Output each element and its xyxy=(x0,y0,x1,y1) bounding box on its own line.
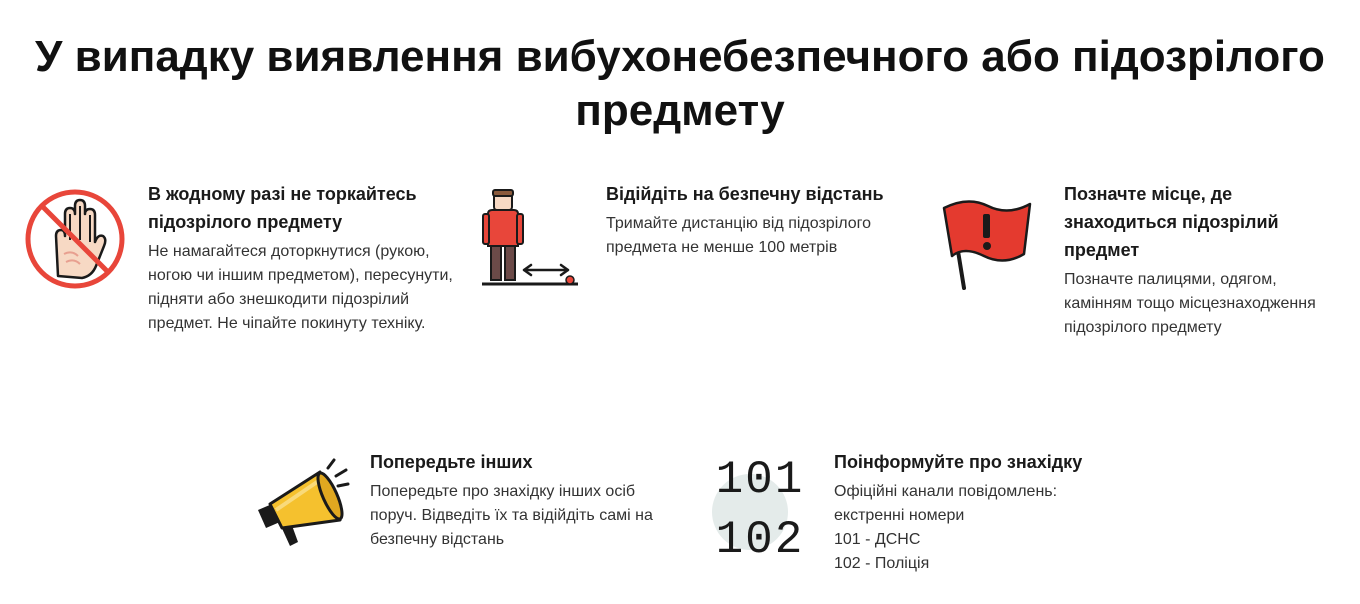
emergency-numbers-icon xyxy=(710,454,810,564)
tip-mark-location xyxy=(938,180,1348,340)
tip-body: Не намагайтеся доторкнутися (рукою, ногою чи іншим предметом), пересунути, підняти або знешкодити підозрілий предмет. Не чіпайте покинуту техніку. xyxy=(148,243,453,332)
tip-title: Попередьте інших xyxy=(370,452,533,472)
tip-no-touch xyxy=(20,180,460,336)
no-touch-hand-icon xyxy=(20,184,130,294)
number-101-label: 101 xyxy=(715,454,805,506)
page-title: У випадку виявлення вибухонебезпечного або підозрілого предмету xyxy=(35,32,1325,135)
tip-body: Попередьте про знахідку інших осіб поруч. Відведіть їх та відійдіть самі на безпечну відстань xyxy=(370,483,653,548)
megaphone-icon xyxy=(250,458,350,558)
tip-safe-distance xyxy=(480,180,920,294)
tip-body: Тримайте дистанцію від підозрілого предмета не менше 100 метрів xyxy=(606,215,872,256)
tip-title: Відійдіть на безпечну відстань xyxy=(606,184,884,204)
tip-body-line: 102 - Поліція xyxy=(834,555,930,572)
safe-distance-icon xyxy=(480,184,580,294)
number-102-label: 102 xyxy=(715,514,805,564)
tip-body: Позначте палицями, одягом, камінням тощо місцезнаходження підозрілого предмету xyxy=(1064,271,1316,336)
tip-body-line: екстренні номери xyxy=(834,507,965,524)
tip-title: В жодному разі не торкайтесь підозрілого предмету xyxy=(148,184,417,232)
tip-body xyxy=(834,480,1130,576)
tip-body-line: Офіційні канали повідомлень: xyxy=(834,483,1058,500)
tip-title: Позначте місце, де знаходиться підозрілий предмет xyxy=(1064,184,1279,260)
tip-warn-others xyxy=(250,448,690,558)
tip-body-line: 101 - ДСНС xyxy=(834,531,921,548)
tip-title: Поінформуйте про знахідку xyxy=(834,452,1083,472)
warning-flag-icon xyxy=(938,184,1038,294)
tip-report xyxy=(710,448,1130,576)
